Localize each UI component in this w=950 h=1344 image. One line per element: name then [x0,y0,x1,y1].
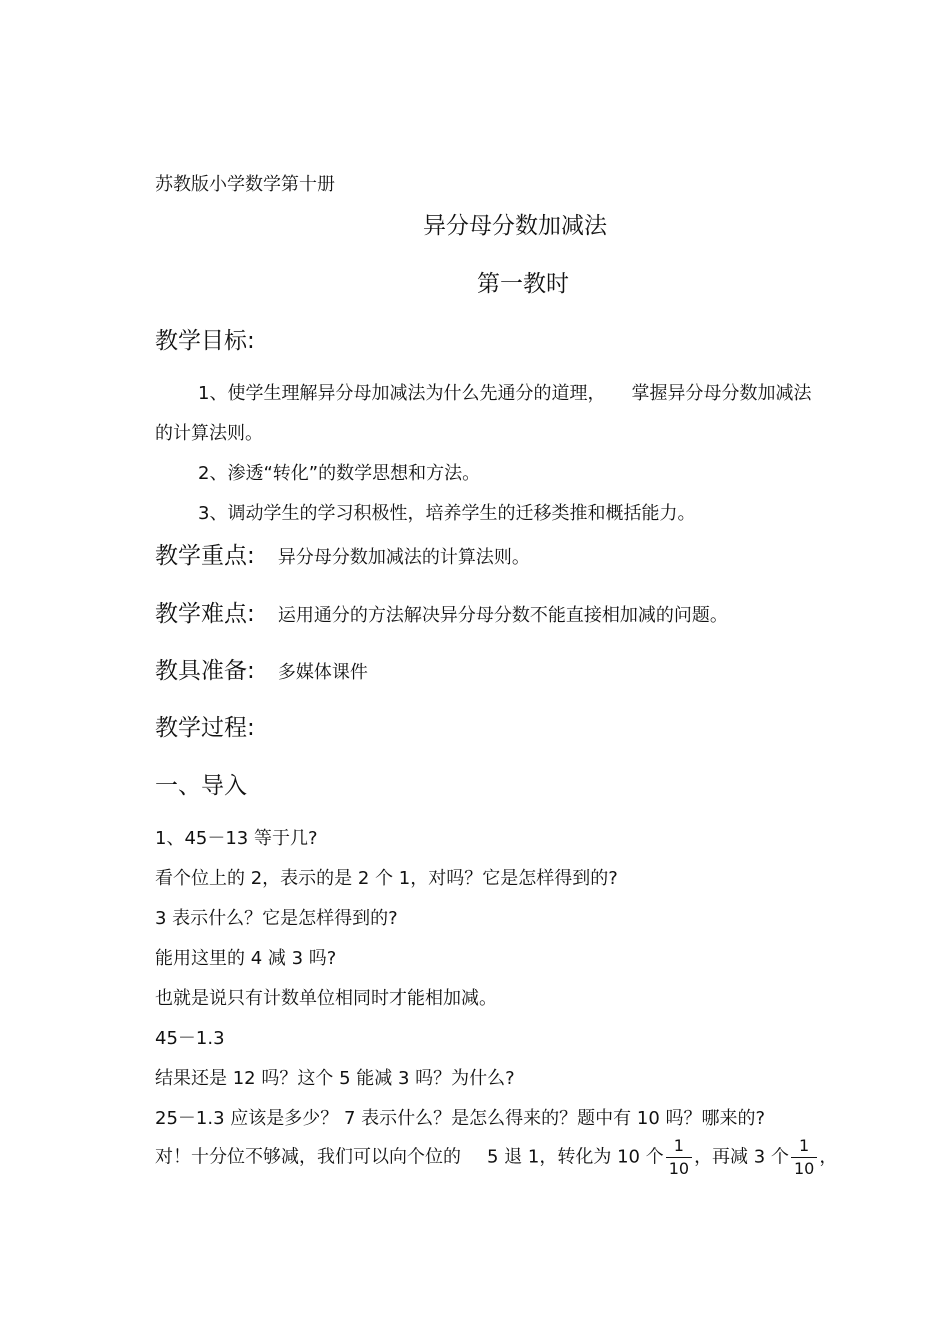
document-title: 异分母分数加减法 [423,213,607,239]
intro-line-6: 45－1.3 [155,1028,225,1049]
fraction-denominator: 10 [793,1159,815,1178]
objective-1-continued: 的计算法则。 [155,423,263,444]
difficulty-row [155,603,728,626]
fraction-numerator: 1 [666,1138,692,1158]
intro-line-2: 看个位上的 2，表示的是 2 个 1，对吗？它是怎样得到的? [155,868,618,889]
intro-line-7: 结果还是 12 吗？这个 5 能减 3 吗？为什么? [155,1068,515,1089]
difficulty-text: 运用通分的方法解决异分母分数不能直接相加减的问题。 [277,605,728,626]
tools-row [155,660,368,683]
key-point-row [155,545,530,568]
key-point-text: 异分母分数加减法的计算法则。 [277,547,530,568]
intro-line-9 [155,1138,837,1177]
fraction-denominator: 10 [668,1159,690,1178]
objective-2: 2、渗透“转化”的数学思想和方法。 [198,463,481,484]
objective-3: 3、调动学生的学习积极性，培养学生的迁移类推和概括能力。 [198,503,696,524]
intro-line-1: 1、45－13 等于几? [155,828,318,849]
intro-line-9-part-a: 对！十分位不够减，我们可以向个位的 [155,1146,461,1168]
tools-heading: 教具准备: [155,658,255,684]
objective-1-part-b: 掌握异分母分数加减法 [631,383,812,404]
intro-line-9-part-c: ，再减 3 个 [694,1146,789,1168]
objective-1-part-a: 1、使学生理解异分母加减法为什么先通分的道理， [198,383,606,404]
series-label: 苏教版小学数学第十册 [155,174,335,195]
objective-1 [198,385,811,403]
intro-line-5: 也就是说只有计数单位相同时才能相加减。 [155,988,497,1009]
key-point-heading: 教学重点: [155,543,255,569]
fraction-numerator: 1 [791,1138,817,1158]
intro-line-9-part-b: 5 退 1，转化为 10 个 [487,1146,664,1168]
process-heading: 教学过程: [155,715,255,741]
fraction-one-tenth [666,1138,692,1177]
difficulty-heading: 教学难点: [155,601,255,627]
intro-line-4: 能用这里的 4 减 3 吗? [155,948,337,969]
intro-line-9-part-d: ， [819,1146,838,1168]
fraction-one-tenth-second [791,1138,817,1177]
objectives-heading: 教学目标: [155,328,255,354]
tools-text: 多媒体课件 [277,662,368,683]
intro-line-8: 25－1.3 应该是多少？ 7 表示什么？是怎么得来的？题中有 10 吗？哪来的? [155,1108,766,1129]
lesson-label: 第一教时 [477,271,569,297]
intro-line-3: 3 表示什么？它是怎样得到的? [155,908,398,929]
intro-heading: 一、导入 [155,773,247,799]
